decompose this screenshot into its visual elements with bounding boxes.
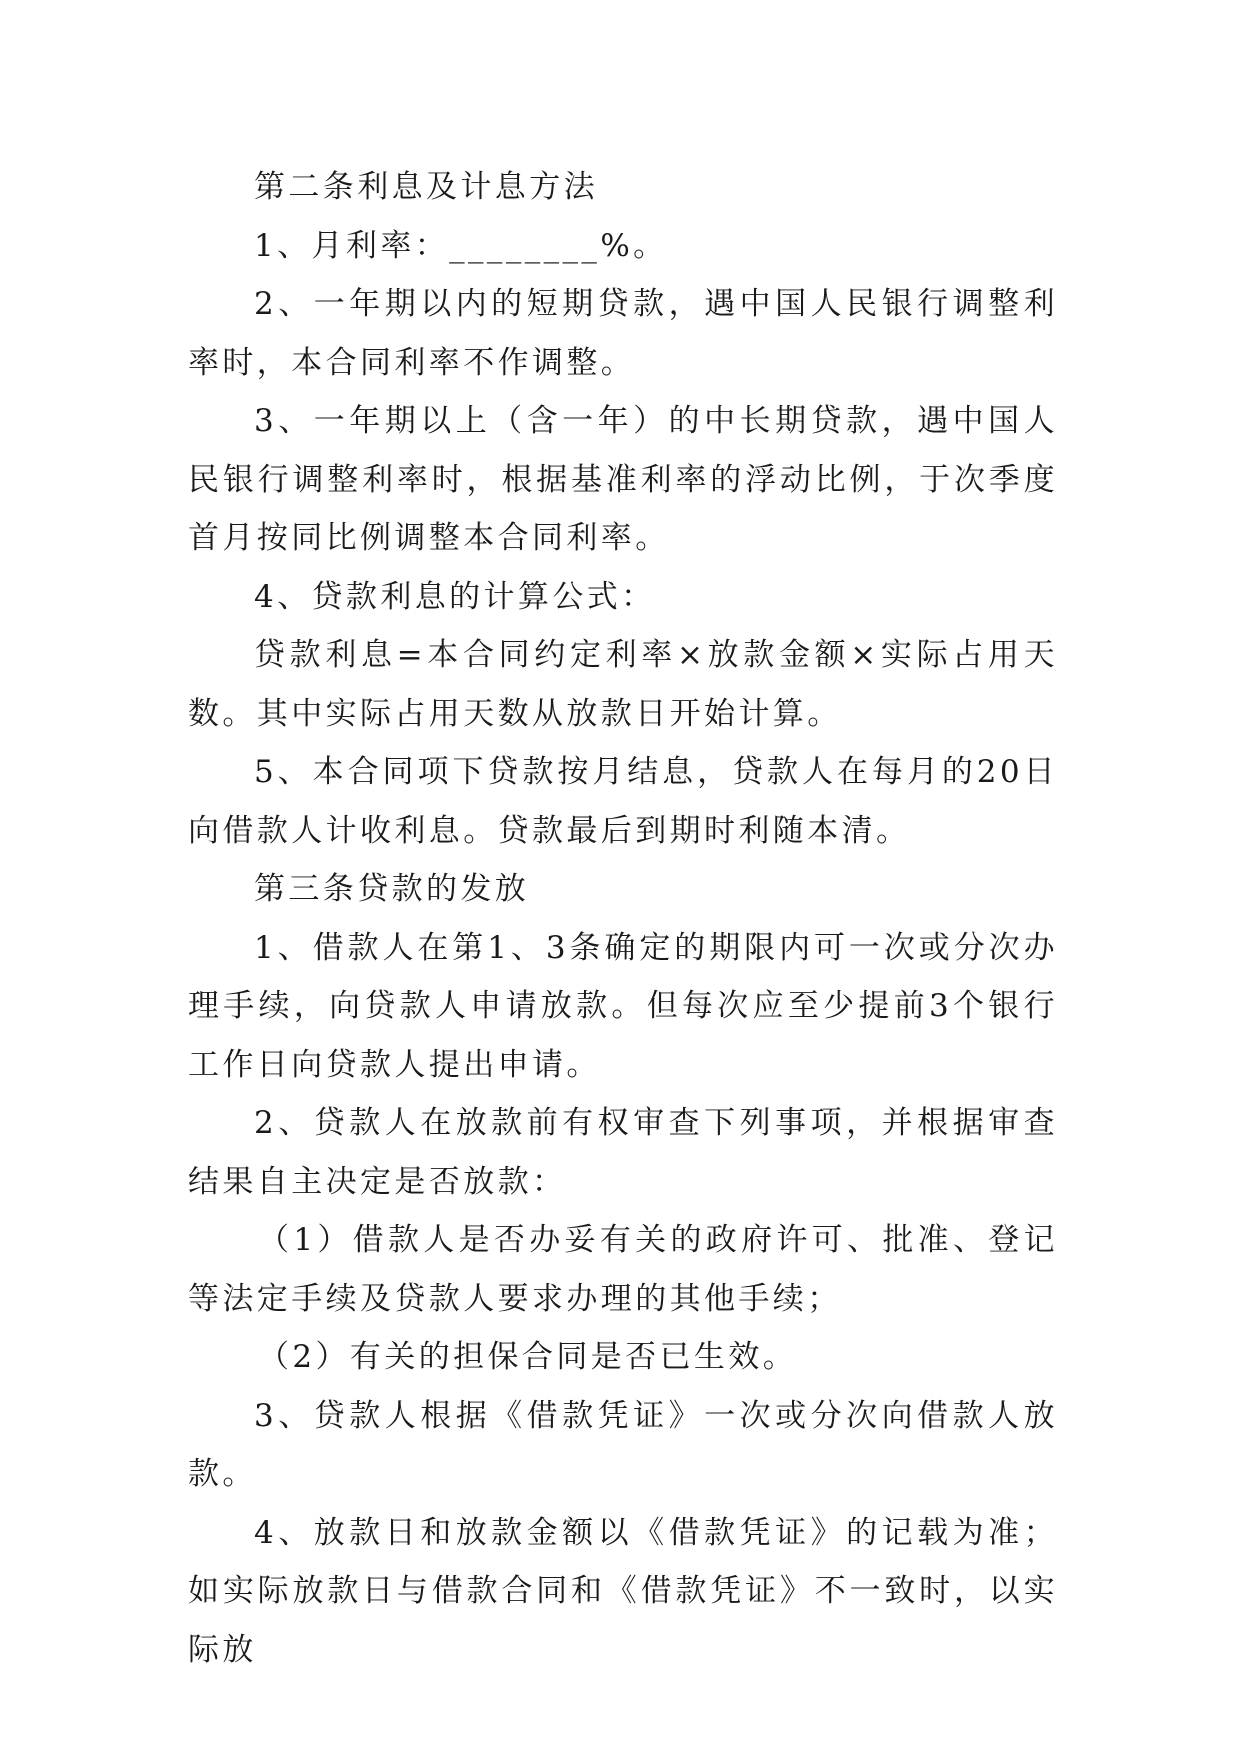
clause-monthly-settlement: 5、本合同项下贷款按月结息，贷款人在每月的20日向借款人计收利息。贷款最后到期时利随本清。 [188, 754, 1058, 849]
clause-interest-formula-title: 4、贷款利息的计算公式： [254, 578, 656, 615]
clause-long-term-loan: 3、一年期以上（含一年）的中长期贷款，遇中国人民银行调整利率时，根据基准利率的浮动比例，于次季度首月按同比例调整本合同利率。 [188, 403, 1058, 556]
clause-disbursement-by-voucher: 3、贷款人根据《借款凭证》一次或分次向借款人放款。 [188, 1397, 1058, 1492]
subclause-guarantee-effective: （2）有关的担保合同是否已生效。 [258, 1339, 798, 1375]
clause-disbursement-application: 1、借款人在第1、3条确定的期限内可一次或分次办理手续，向贷款人申请放款。但每次应至少提前3个银行工作日向贷款人提出申请。 [188, 929, 1058, 1083]
document-body [188, 158, 1058, 1679]
clause-disbursement-date-amount: 4、放款日和放款金额以《借款凭证》的记载为准；如实际放款日与借款合同和《借款凭证》不一致时，以实际放 [188, 1514, 1058, 1668]
clause-monthly-rate: 1、月利率：________%。 [254, 227, 668, 264]
clause-interest-formula: 贷款利息=本合同约定利率×放款金额×实际占用天数。其中实际占用天数从放款日开始计算。 [188, 637, 1058, 732]
article-heading-disbursement: 第三条贷款的发放 [254, 871, 530, 907]
article-heading-interest: 第二条利息及计息方法 [254, 169, 598, 205]
clause-lender-review: 2、贷款人在放款前有权审查下列事项，并根据审查结果自主决定是否放款： [188, 1105, 1058, 1200]
clause-short-term-loan: 2、一年期以内的短期贷款，遇中国人民银行调整利率时，本合同利率不作调整。 [188, 286, 1058, 381]
subclause-government-approval: （1）借款人是否办妥有关的政府许可、批准、登记等法定手续及贷款人要求办理的其他手续； [188, 1222, 1058, 1317]
